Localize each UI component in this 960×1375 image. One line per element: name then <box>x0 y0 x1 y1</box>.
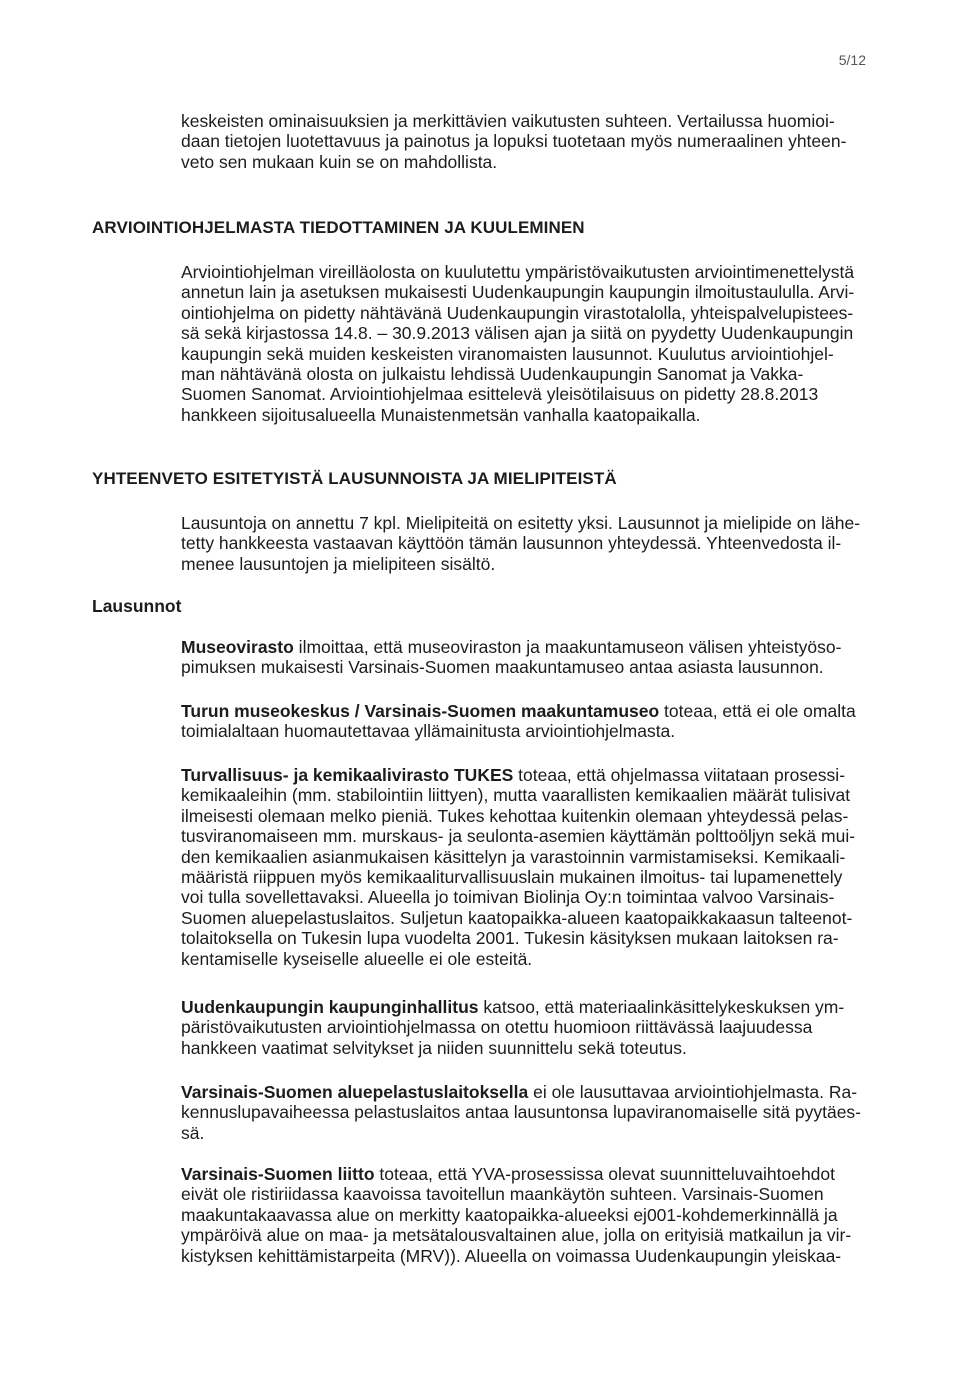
text-line: päristövaikutusten arviointiohjelmassa on otettu huomioon riittävässä laajuudessa <box>181 1017 813 1038</box>
text-line: Suomen Sanomat. Arviointiohjelmaa esittelevä yleisötilaisuus on pidetty 28.8.2013 <box>181 384 819 405</box>
text-line: voi tulla sovellettavaksi. Alueella jo toimivan Biolinja Oy:n toimintaa valvoo Varsinais- <box>181 887 835 908</box>
text-line: kistyksen kehittämistarpeita (MRV)). Alueella on voimassa Uudenkaupungin yleiskaa- <box>181 1245 842 1266</box>
section-heading-tiedottaminen: ARVIOINTIOHJELMASTA TIEDOTTAMINEN JA KUULEMINEN <box>92 218 585 237</box>
text-line: veto sen mukaan kuin se on mahdollista. <box>181 151 498 172</box>
text-line: ilmeisesti olemaan melko pieniä. Tukes kehottaa kuitenkin olemaan yhteydessä pelas- <box>181 805 849 826</box>
text-line: den kemikaalien asianmukaisen käsittelyn ja varastoinnin varmistamiseksi. Kemikaali- <box>181 846 846 867</box>
text-line: ointiohjelma on pidetty nähtävänä Uudenkaupungin virastotalolla, yhteispalvelupistees- <box>181 302 854 323</box>
page-number: 5/12 <box>838 52 866 68</box>
text-line: hankkeen vaatimat selvitykset ja niiden suunnittelu sekä toteutus. <box>181 1037 687 1058</box>
text-line: hankkeen sijoitusalueella Munaistenmetsän vanhalla kaatopaikalla. <box>181 404 701 425</box>
text-line: maakuntakaavassa alue on merkitty kaatopaikka-alueeksi ej001-kohdemerkinnällä ja <box>181 1204 838 1225</box>
text-line: ympäröivä alue on maa- ja metsätalousvaltainen alue, jolla on erityisiä matkailun ja vir- <box>181 1225 852 1246</box>
text-line: Arviointiohjelman vireilläolosta on kuulutettu ympäristövaikutusten arviointimenettelystä <box>181 262 855 282</box>
statement-uudenkaupungin-kaupunginhallitus <box>181 997 901 1058</box>
text-line <box>181 1082 901 1102</box>
text-line: kennuslupavaiheessa pelastuslaitos antaa lausuntonsa lupaviranomaiselle sitä pyytäes- <box>181 1102 862 1123</box>
organization-name: Uudenkaupungin kaupunginhallitus <box>181 997 479 1017</box>
text-line: toimialaltaan huomautettavaa yllämainitusta arviointiohjelmasta. <box>181 721 676 742</box>
text-line: daan tietojen luotettavuus ja painotus ja lopuksi tuotetaan myös numeraalinen yhteen- <box>181 131 847 152</box>
statement-turun-museokeskus <box>181 701 901 742</box>
text-line: sä. <box>181 1122 205 1143</box>
text-line <box>181 701 901 721</box>
text-line: tolaitoksella on Tukesin lupa vuodelta 2001. Tukesin käsityksen mukaan laitoksen ra- <box>181 928 839 949</box>
text-line: eivät ole ristiriidassa kaavoissa tavoitellun maankäytön suhteen. Varsinais-Suomen <box>181 1184 824 1205</box>
text-run: katsoo, että materiaalinkäsittelykeskuksen ym- <box>478 997 845 1017</box>
text-line: tusviranomaiseen mm. murskaus- ja seulonta-asemien käyttämän polttoöljyn sekä mui- <box>181 826 856 847</box>
statement-museovirasto <box>181 637 901 678</box>
organization-name: Museovirasto <box>181 637 294 657</box>
text-line: sä sekä kirjastossa 14.8. – 30.9.2013 välisen ajan ja siitä on pyydetty Uudenkaupungin <box>181 323 854 344</box>
text-line <box>181 765 901 785</box>
text-line: kaupungin sekä muiden keskeisten viranomaisten lausunnot. Kuulutus arviointiohjel- <box>181 343 834 364</box>
intro-paragraph <box>181 111 901 172</box>
text-line: määristä riippuen myös kemikaaliturvallisuuslain mukainen ilmoitus- tai lupamenettely <box>181 867 843 888</box>
text-line <box>181 1164 901 1184</box>
text-line: keskeisten ominaisuuksien ja merkittävien vaikutusten suhteen. Vertailussa huomioi- <box>181 111 835 131</box>
section2-intro-paragraph <box>181 513 901 574</box>
text-line: annetun lain ja asetuksen mukaisesti Uudenkaupungin kaupungin ilmoitustaululla. Arvi- <box>181 282 855 303</box>
statement-tukes <box>181 765 901 969</box>
section-heading-yhteenveto: YHTEENVETO ESITETYISTÄ LAUSUNNOISTA JA MIELIPITEISTÄ <box>92 469 617 488</box>
side-label-lausunnot: Lausunnot <box>92 596 182 616</box>
text-line: kentamiselle kyseiselle alueelle ei ole esteitä. <box>181 948 533 969</box>
text-line: Suomen aluepelastuslaitos. Suljetun kaatopaikka-alueen kaatopaikkakaasun talteenot- <box>181 907 853 928</box>
section1-paragraph <box>181 262 901 425</box>
statement-varsinais-suomen-liitto <box>181 1164 901 1266</box>
organization-name: Varsinais-Suomen aluepelastuslaitoksella <box>181 1082 529 1102</box>
text-run: ilmoittaa, että museoviraston ja maakuntamuseon välisen yhteistyöso- <box>293 637 842 657</box>
organization-name: Turun museokeskus / Varsinais-Suomen maakuntamuseo <box>181 701 660 721</box>
text-line: pimuksen mukaisesti Varsinais-Suomen maakuntamuseo antaa asiasta lausunnon. <box>181 657 824 678</box>
text-line <box>181 637 901 657</box>
text-line: tetty hankkeesta vastaavan käyttöön tämän lausunnon yhteydessä. Yhteenvedosta il- <box>181 533 842 554</box>
text-line: menee lausuntojen ja mielipiteen sisältö. <box>181 553 496 574</box>
text-run: toteaa, että ohjelmassa viitataan prosessi- <box>513 765 846 785</box>
text-line: kemikaaleihin (mm. stabilointiin liittyen), mutta vaarallisten kemikaalien määrät tulisivat <box>181 785 851 806</box>
organization-name: Turvallisuus- ja kemikaalivirasto TUKES <box>181 765 514 785</box>
text-run: ei ole lausuttavaa arviointiohjelmasta. Ra- <box>528 1082 858 1102</box>
text-line: man nähtävänä olosta on julkaistu lehdissä Uudenkaupungin Sanomat ja Vakka- <box>181 364 804 385</box>
text-line <box>181 997 901 1017</box>
statement-aluepelastuslaitos <box>181 1082 901 1143</box>
text-line: Lausuntoja on annettu 7 kpl. Mielipiteitä on esitetty yksi. Lausunnot ja mielipide on lähe- <box>181 513 861 533</box>
text-run: toteaa, että YVA-prosessissa olevat suunnitteluvaihtoehdot <box>374 1164 836 1184</box>
text-run: toteaa, että ei ole omalta <box>659 701 856 721</box>
organization-name: Varsinais-Suomen liitto <box>181 1164 375 1184</box>
